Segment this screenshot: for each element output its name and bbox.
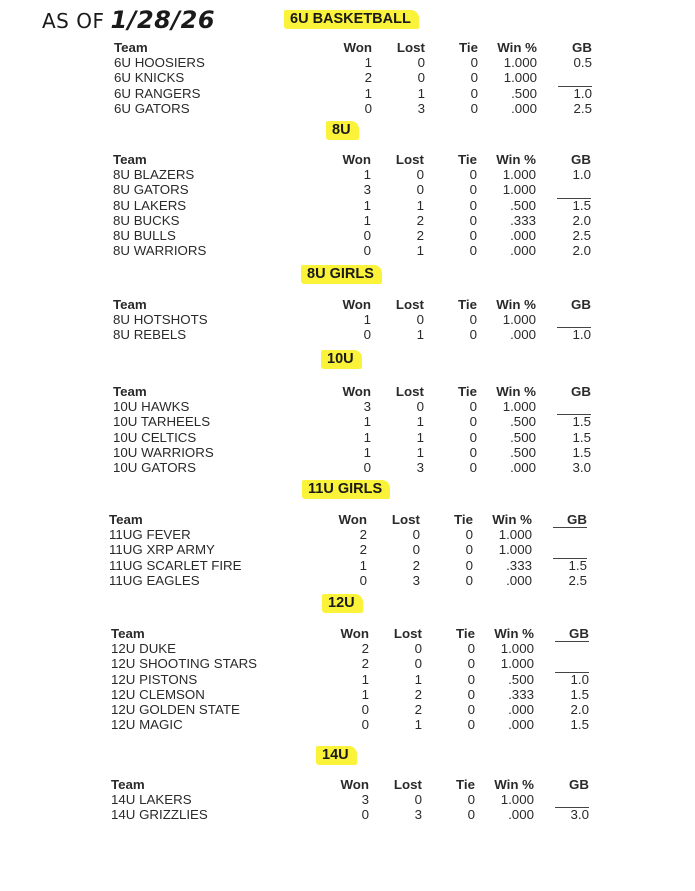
cell-tie: 0 — [469, 444, 477, 460]
table-row — [113, 399, 593, 414]
cell-pct: .000 — [511, 100, 537, 116]
table-header — [113, 297, 593, 312]
team-name: 11UG EAGLES — [109, 572, 200, 588]
cell-lost: 2 — [412, 557, 420, 573]
standings-table — [114, 40, 594, 116]
cell-lost: 0 — [414, 656, 422, 672]
header-gb: GB — [572, 40, 592, 55]
cell-pct: 1.000 — [498, 527, 532, 543]
cell-lost: 0 — [416, 167, 424, 183]
cell-pct: .000 — [506, 572, 532, 588]
as-of-date-value: 1/28/26 — [110, 6, 216, 34]
cell-pct: .000 — [510, 327, 536, 343]
cell-lost: 0 — [414, 641, 422, 657]
cell-won: 1 — [361, 671, 369, 687]
cell-tie: 0 — [469, 167, 477, 183]
table-row — [113, 414, 593, 429]
header-won: Won — [342, 384, 371, 399]
cell-tie: 0 — [465, 557, 473, 573]
header-gb: GB — [571, 152, 591, 167]
header-lost: Lost — [395, 297, 424, 312]
cell-tie: 0 — [465, 527, 473, 543]
table-row — [114, 101, 594, 116]
table-row — [113, 182, 593, 197]
division-title: 14U — [316, 746, 357, 765]
table-header — [111, 626, 591, 641]
table-row — [113, 327, 593, 342]
team-name: 8U HOTSHOTS — [113, 312, 208, 328]
cell-pct: .500 — [510, 444, 536, 460]
cell-tie: 0 — [465, 572, 473, 588]
table-row — [113, 228, 593, 243]
cell-tie: 0 — [467, 641, 475, 657]
as-of-label: AS OF — [42, 9, 105, 33]
header-gb: GB — [571, 384, 591, 399]
cell-tie: 0 — [469, 182, 477, 198]
cell-gb: 2.0 — [570, 701, 589, 717]
team-name: 12U PISTONS — [111, 671, 198, 687]
cell-tie: 0 — [467, 686, 475, 702]
cell-tie: 0 — [469, 429, 477, 445]
cell-lost: 0 — [416, 399, 424, 415]
cell-pct: 1.000 — [500, 656, 534, 672]
header-won: Won — [340, 777, 369, 792]
table-header — [109, 512, 589, 527]
cell-pct: .000 — [510, 227, 536, 243]
header-won: Won — [342, 297, 371, 312]
header-pct: Win % — [494, 626, 534, 641]
table-row — [111, 656, 591, 671]
cell-lost: 0 — [412, 527, 420, 543]
cell-tie: 0 — [469, 459, 477, 475]
cell-gb: 1.5 — [572, 429, 591, 445]
cell-won: 0 — [363, 243, 371, 259]
team-name: 8U BLAZERS — [113, 167, 195, 183]
cell-lost: 1 — [416, 243, 424, 259]
cell-lost: 0 — [417, 55, 425, 71]
team-name: 10U HAWKS — [113, 399, 190, 415]
table-row — [113, 198, 593, 213]
team-name: 6U GATORS — [114, 100, 190, 116]
team-name: 8U REBELS — [113, 327, 187, 343]
standings-table — [111, 777, 591, 823]
cell-lost: 2 — [414, 686, 422, 702]
cell-lost: 0 — [412, 542, 420, 558]
cell-lost: 3 — [414, 807, 422, 823]
table-row — [111, 641, 591, 656]
table-row — [113, 430, 593, 445]
cell-tie: 0 — [465, 542, 473, 558]
standings-table — [109, 512, 589, 588]
cell-gb: 1.5 — [553, 558, 587, 573]
header-tie: Tie — [454, 512, 473, 527]
cell-gb: 2.5 — [568, 572, 587, 588]
cell-lost: 2 — [416, 212, 424, 228]
cell-lost: 0 — [416, 312, 424, 328]
cell-gb: 1.5 — [570, 717, 589, 733]
cell-won: 3 — [363, 182, 371, 198]
team-name: 11UG FEVER — [109, 527, 191, 543]
cell-tie: 0 — [469, 327, 477, 343]
table-header — [111, 777, 591, 792]
cell-lost: 1 — [414, 717, 422, 733]
team-name: 11UG SCARLET FIRE — [109, 557, 242, 573]
cell-lost: 2 — [416, 227, 424, 243]
cell-pct: 1.000 — [503, 55, 537, 71]
division-title: 8U GIRLS — [301, 265, 382, 284]
cell-tie: 0 — [469, 227, 477, 243]
table-header — [114, 40, 594, 55]
cell-won: 0 — [363, 227, 371, 243]
cell-tie: 0 — [467, 807, 475, 823]
cell-lost: 1 — [417, 85, 425, 101]
cell-tie: 0 — [467, 792, 475, 808]
cell-lost: 3 — [417, 100, 425, 116]
header-gb: GB — [567, 512, 587, 527]
header-tie: Tie — [459, 40, 478, 55]
cell-tie: 0 — [467, 701, 475, 717]
cell-won: 0 — [361, 701, 369, 717]
header-tie: Tie — [458, 384, 477, 399]
as-of-date — [42, 6, 215, 34]
team-name: 10U GATORS — [113, 459, 197, 475]
cell-pct: 1.000 — [498, 542, 532, 558]
table-row — [109, 558, 589, 573]
table-row — [111, 717, 591, 732]
cell-gb — [553, 527, 587, 528]
table-row — [111, 807, 591, 822]
cell-lost: 3 — [416, 459, 424, 475]
header-won: Won — [343, 40, 372, 55]
table-row — [114, 86, 594, 101]
standings-table — [113, 384, 593, 475]
cell-won: 0 — [363, 459, 371, 475]
standings-table — [113, 297, 593, 343]
team-name: 8U GATORS — [113, 182, 189, 198]
table-row — [111, 687, 591, 702]
cell-won: 0 — [364, 100, 372, 116]
division-title: 12U — [322, 594, 363, 613]
cell-pct: .333 — [508, 686, 534, 702]
cell-tie: 0 — [467, 671, 475, 687]
team-name: 8U BUCKS — [113, 212, 180, 228]
table-row — [113, 312, 593, 327]
cell-won: 1 — [359, 557, 367, 573]
table-row — [113, 243, 593, 258]
cell-pct: .000 — [510, 459, 536, 475]
cell-won: 1 — [363, 429, 371, 445]
header-lost: Lost — [391, 512, 420, 527]
cell-lost: 0 — [417, 70, 425, 86]
team-name: 12U GOLDEN STATE — [111, 701, 240, 717]
header-pct: Win % — [497, 40, 537, 55]
team-name: 6U KNICKS — [114, 70, 185, 86]
division-title: 10U — [321, 350, 362, 369]
team-name: 10U WARRIORS — [113, 444, 214, 460]
table-row — [109, 542, 589, 557]
header-gb: GB — [571, 297, 591, 312]
table-row — [109, 527, 589, 542]
header-pct: Win % — [492, 512, 532, 527]
cell-pct: .500 — [510, 429, 536, 445]
cell-won: 2 — [361, 641, 369, 657]
cell-won: 1 — [363, 312, 371, 328]
cell-tie: 0 — [469, 399, 477, 415]
cell-gb: 3.0 — [555, 807, 589, 822]
team-name: 14U GRIZZLIES — [111, 807, 208, 823]
cell-won: 1 — [363, 444, 371, 460]
cell-won: 0 — [361, 717, 369, 733]
table-row — [114, 55, 594, 70]
cell-gb: 1.5 — [557, 198, 591, 213]
cell-lost: 1 — [416, 197, 424, 213]
cell-won: 0 — [359, 572, 367, 588]
header-tie: Tie — [458, 297, 477, 312]
cell-tie: 0 — [469, 414, 477, 430]
cell-pct: .500 — [510, 414, 536, 430]
header-team: Team — [111, 777, 145, 792]
header-team: Team — [113, 297, 147, 312]
header-pct: Win % — [496, 384, 536, 399]
team-name: 12U SHOOTING STARS — [111, 656, 258, 672]
cell-pct: .000 — [508, 807, 534, 823]
cell-won: 3 — [363, 399, 371, 415]
team-name: 12U MAGIC — [111, 717, 183, 733]
cell-gb: 1.0 — [555, 672, 589, 687]
header-tie: Tie — [456, 777, 475, 792]
table-row — [111, 792, 591, 807]
team-name: 8U BULLS — [113, 227, 176, 243]
table-row — [113, 167, 593, 182]
header-lost: Lost — [393, 626, 422, 641]
header-won: Won — [342, 152, 371, 167]
cell-gb: 2.0 — [572, 212, 591, 228]
team-name: 11UG XRP ARMY — [109, 542, 215, 558]
header-pct: Win % — [494, 777, 534, 792]
cell-lost: 1 — [416, 327, 424, 343]
cell-tie: 0 — [470, 70, 478, 86]
cell-lost: 0 — [414, 792, 422, 808]
cell-pct: .000 — [508, 701, 534, 717]
team-name: 12U DUKE — [111, 641, 177, 657]
team-name: 6U RANGERS — [114, 85, 201, 101]
cell-lost: 3 — [412, 572, 420, 588]
team-name: 10U TARHEELS — [113, 414, 211, 430]
cell-won: 1 — [364, 55, 372, 71]
team-name: 8U WARRIORS — [113, 243, 207, 259]
team-name: 14U LAKERS — [111, 792, 192, 808]
cell-gb: 3.0 — [572, 459, 591, 475]
division-title: 6U BASKETBALL — [284, 10, 419, 29]
cell-lost: 2 — [414, 701, 422, 717]
table-row — [113, 213, 593, 228]
standings-table — [111, 626, 591, 732]
cell-gb: 1.0 — [572, 167, 591, 183]
team-name: 10U CELTICS — [113, 429, 197, 445]
header-won: Won — [340, 626, 369, 641]
cell-pct: 1.000 — [503, 70, 537, 86]
header-team: Team — [113, 152, 147, 167]
table-header — [113, 152, 593, 167]
table-header — [113, 384, 593, 399]
cell-gb: 1.5 — [557, 414, 591, 429]
cell-gb: 1.5 — [572, 444, 591, 460]
cell-tie: 0 — [467, 656, 475, 672]
cell-won: 1 — [363, 414, 371, 430]
header-team: Team — [113, 384, 147, 399]
header-lost: Lost — [393, 777, 422, 792]
cell-gb — [555, 641, 589, 642]
cell-gb: 1.5 — [570, 686, 589, 702]
header-gb: GB — [569, 626, 589, 641]
cell-pct: .500 — [511, 85, 537, 101]
cell-won: 2 — [359, 542, 367, 558]
division-title: 8U — [326, 121, 359, 140]
header-team: Team — [109, 512, 143, 527]
cell-won: 2 — [361, 656, 369, 672]
cell-pct: 1.000 — [502, 182, 536, 198]
cell-won: 0 — [361, 807, 369, 823]
cell-won: 1 — [364, 85, 372, 101]
cell-tie: 0 — [470, 100, 478, 116]
team-name: 8U LAKERS — [113, 197, 187, 213]
cell-pct: .333 — [510, 212, 536, 228]
cell-won: 1 — [363, 212, 371, 228]
cell-pct: .500 — [510, 197, 536, 213]
table-row — [113, 460, 593, 475]
cell-gb: 0.5 — [573, 55, 592, 71]
cell-won: 1 — [363, 167, 371, 183]
header-lost: Lost — [396, 40, 425, 55]
table-row — [114, 70, 594, 85]
cell-gb: 1.0 — [558, 86, 592, 101]
header-won: Won — [338, 512, 367, 527]
cell-tie: 0 — [469, 312, 477, 328]
cell-won: 1 — [363, 197, 371, 213]
division-title: 11U GIRLS — [302, 480, 390, 499]
cell-pct: .333 — [506, 557, 532, 573]
cell-won: 3 — [361, 792, 369, 808]
cell-pct: 1.000 — [500, 641, 534, 657]
cell-pct: 1.000 — [502, 399, 536, 415]
cell-tie: 0 — [470, 85, 478, 101]
cell-lost: 1 — [416, 429, 424, 445]
cell-gb: 1.0 — [557, 327, 591, 342]
cell-lost: 1 — [416, 444, 424, 460]
cell-tie: 0 — [469, 197, 477, 213]
cell-won: 0 — [363, 327, 371, 343]
cell-won: 2 — [364, 70, 372, 86]
standings-table — [113, 152, 593, 258]
header-gb: GB — [569, 777, 589, 792]
header-tie: Tie — [458, 152, 477, 167]
header-team: Team — [111, 626, 145, 641]
table-row — [113, 445, 593, 460]
header-tie: Tie — [456, 626, 475, 641]
table-row — [111, 702, 591, 717]
table-row — [111, 672, 591, 687]
cell-tie: 0 — [469, 212, 477, 228]
cell-gb: 2.5 — [573, 100, 592, 116]
cell-pct: .000 — [508, 717, 534, 733]
cell-lost: 1 — [416, 414, 424, 430]
cell-tie: 0 — [467, 717, 475, 733]
cell-won: 1 — [361, 686, 369, 702]
cell-gb: 2.0 — [572, 243, 591, 259]
cell-pct: .500 — [508, 671, 534, 687]
header-team: Team — [114, 40, 148, 55]
team-name: 12U CLEMSON — [111, 686, 205, 702]
cell-tie: 0 — [470, 55, 478, 71]
cell-lost: 1 — [414, 671, 422, 687]
cell-won: 2 — [359, 527, 367, 543]
header-pct: Win % — [496, 297, 536, 312]
cell-pct: 1.000 — [500, 792, 534, 808]
cell-tie: 0 — [469, 243, 477, 259]
cell-pct: .000 — [510, 243, 536, 259]
team-name: 6U HOOSIERS — [114, 55, 205, 71]
header-lost: Lost — [395, 152, 424, 167]
table-row — [109, 573, 589, 588]
cell-pct: 1.000 — [502, 312, 536, 328]
header-lost: Lost — [395, 384, 424, 399]
header-pct: Win % — [496, 152, 536, 167]
cell-gb: 2.5 — [572, 227, 591, 243]
cell-pct: 1.000 — [502, 167, 536, 183]
cell-lost: 0 — [416, 182, 424, 198]
